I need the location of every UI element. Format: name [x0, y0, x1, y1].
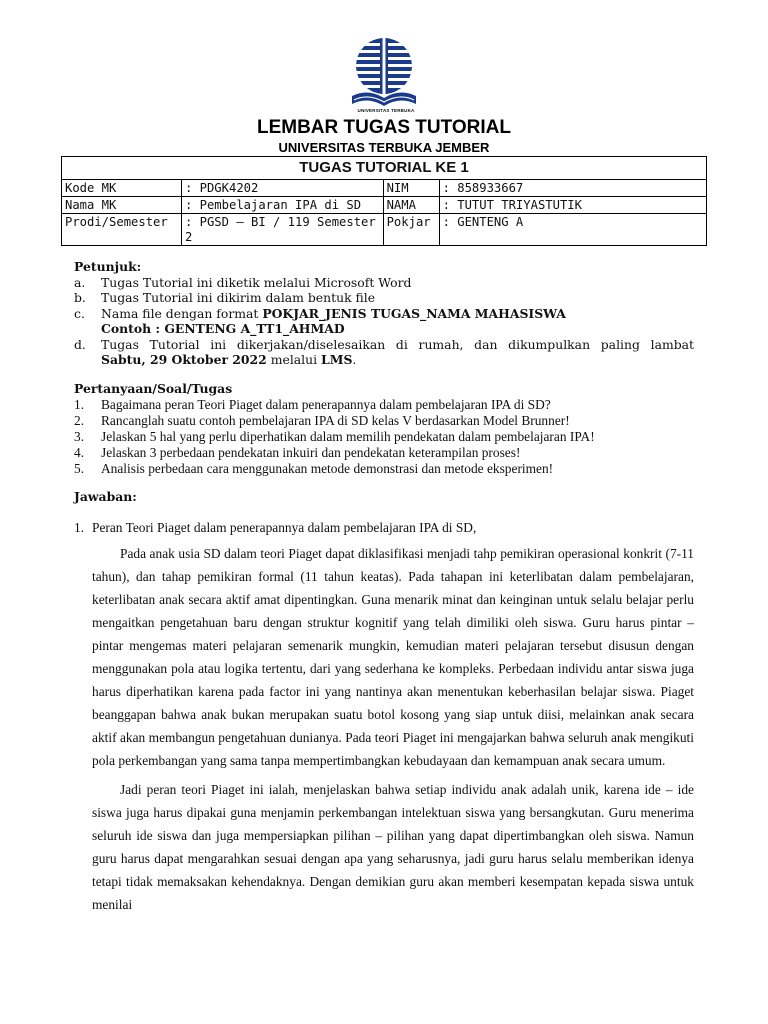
nama-mk-value: : Pembelajaran IPA di SD: [181, 197, 383, 214]
universitas-terbuka-logo-icon: [346, 36, 422, 116]
item-text: Jelaskan 3 perbedaan pendekatan inkuiri dan pendekatan keterampilan proses!: [101, 445, 521, 460]
item-text: Tugas Tutorial ini dikerjakan/diselesaikan di rumah, dan dikumpulkan paling lambat: [101, 336, 694, 352]
list-item: [74, 461, 694, 477]
item-label: 1.: [74, 520, 85, 535]
nama-value: : TUTUT TRIYASTUTIK: [439, 197, 706, 214]
table-row: [62, 197, 707, 214]
answer-intro: [74, 520, 694, 536]
item-text: Jelaskan 5 hal yang perlu diperhatikan dalam memilih pendekatan dalam pembelajaran IPA!: [101, 429, 595, 444]
pokjar-label: Pokjar: [383, 214, 439, 246]
item-label: b.: [74, 290, 86, 305]
item-label: a.: [74, 274, 86, 290]
deadline-date: Sabtu, 29 Oktober 2022: [101, 352, 267, 367]
list-item: [74, 429, 694, 445]
item-label: 3.: [74, 429, 85, 444]
item-text: .: [352, 352, 357, 367]
item-text: Peran Teori Piaget dalam penerapannya dalam pembelajaran IPA di SD,: [92, 520, 477, 535]
table-row: [62, 180, 707, 197]
pertanyaan-heading: Pertanyaan/Soal/Tugas: [74, 381, 233, 396]
item-text: Bagaimana peran Teori Piaget dalam penerapannya dalam pembelajaran IPA di SD?: [101, 397, 551, 412]
item-text: Analisis perbedaan cara menggunakan metode demonstrasi dan metode eksperimen!: [101, 461, 554, 476]
item-text: Tugas Tutorial ini diketik melalui Microsoft Word: [101, 274, 412, 290]
logo-caption: UNIVERSITAS TERBUKA: [357, 108, 415, 113]
pertanyaan-section: [74, 381, 694, 477]
nama-label: NAMA: [383, 197, 439, 214]
list-item: [74, 445, 694, 461]
nama-mk-label: Nama MK: [62, 197, 182, 214]
answer-paragraph-2: Jadi peran teori Piaget ini ialah, menjelaskan bahwa setiap individu anak adalah unik, karena ide – ide siswa juga harus dipakai guna menjamin perkembangan intelektuan siswa yang bersangkutan. Guru menerima seluruh ide siswa dan juga mempersiapkan pilihan – pilihan yang dapat dipertimbangkan oleh siswa. Namun guru harus dapat mengarahkan sesuai dengan apa yang seharusnya, jadi guru harus selalu memberikan idenya tetapi tidak memaksakan kehendaknya. Dengan demikian guru akan memberi kesempatan kepada siswa untuk menilai: [92, 782, 694, 912]
list-item: [74, 397, 694, 413]
answer-paragraph-1: Pada anak usia SD dalam teori Piaget dapat diklasifikasi menjadi tahp pemikiran operasional konkrit (7-11 tahun), dan tahap pemikiran formal (11 tahun keatas). Pada tahapan ini keterlibatan dalam pembelajaran, keterlibatan anak secara aktif amat dipentingkan. Guna menarik minat dan keinginan untuk selalu belajar perlu mengaitkan pengetahuan baru dengan struktur kognitif yang telah dimiliki oleh siswa. Guru harus pintar – pintar mengemas materi pelajaran semenarik mungkin, kemudian materi pelajaran tersebut disusun dengan menggunakan pola atau logika tertentu, dari yang sederhana ke kompleks. Perbedaan individu antar siswa juga harus diperhatikan karena pada factor ini yang nantinya akan menentukan keberhasilan belajar siswa. Piaget beanggapan bahwa anak bukan merupakan suatu botol kosong yang siap untuk diisi, melainkan anak secara aktif akan membangun pengetahuan dunianya. Pada teori Piaget ini mengajarkan bahwa seluruh anak mengikuti pola perkembangan yang sama tanpa mempertimbangkan kebudayaan dan kemampuan anak secara umum.: [92, 546, 694, 768]
table-heading: TUGAS TUTORIAL KE 1: [62, 157, 707, 180]
item-text: Tugas Tutorial ini dikirim dalam bentuk file: [101, 290, 376, 305]
table-row: [62, 214, 707, 246]
item-label: 5.: [74, 461, 85, 476]
nim-value: : 858933667: [439, 180, 706, 197]
item-label: d.: [74, 336, 86, 352]
item-text: Rancanglah suatu contoh pembelajaran IPA di SD kelas V berdasarkan Model Brunner!: [101, 413, 570, 428]
pokjar-value: : GENTENG A: [439, 214, 706, 246]
answer-section: [74, 520, 694, 916]
item-text: melalui: [266, 352, 322, 367]
list-item: [74, 275, 694, 291]
list-item: [74, 306, 694, 337]
document-title: LEMBAR TUGAS TUTORIAL: [256, 117, 512, 138]
item-label: 1.: [74, 397, 85, 412]
kode-mk-value: : PDGK4202: [181, 180, 383, 197]
prodi-label: Prodi/Semester: [62, 214, 182, 246]
item-label: 4.: [74, 445, 85, 460]
university-name: UNIVERSITAS TERBUKA JEMBER: [278, 140, 490, 155]
list-item: [74, 413, 694, 429]
item-text: Nama file dengan format: [101, 305, 263, 321]
kode-mk-label: Kode MK: [62, 180, 182, 197]
prodi-value: : PGSD – BI / 119 Semester 2: [181, 214, 383, 246]
list-item: [74, 290, 694, 306]
lms-label: LMS: [321, 352, 353, 367]
file-format: POKJAR_JENIS TUGAS_NAMA MAHASISWA: [262, 305, 566, 321]
info-table: [61, 156, 707, 246]
petunjuk-heading: Petunjuk:: [74, 259, 142, 274]
item-label: c.: [74, 305, 85, 321]
file-example: Contoh : GENTENG A_TT1_AHMAD: [101, 321, 345, 336]
petunjuk-section: [74, 259, 694, 368]
nim-label: NIM: [383, 180, 439, 197]
list-item: [74, 337, 694, 368]
jawaban-heading: Jawaban:: [74, 489, 137, 504]
item-label: 2.: [74, 413, 85, 428]
